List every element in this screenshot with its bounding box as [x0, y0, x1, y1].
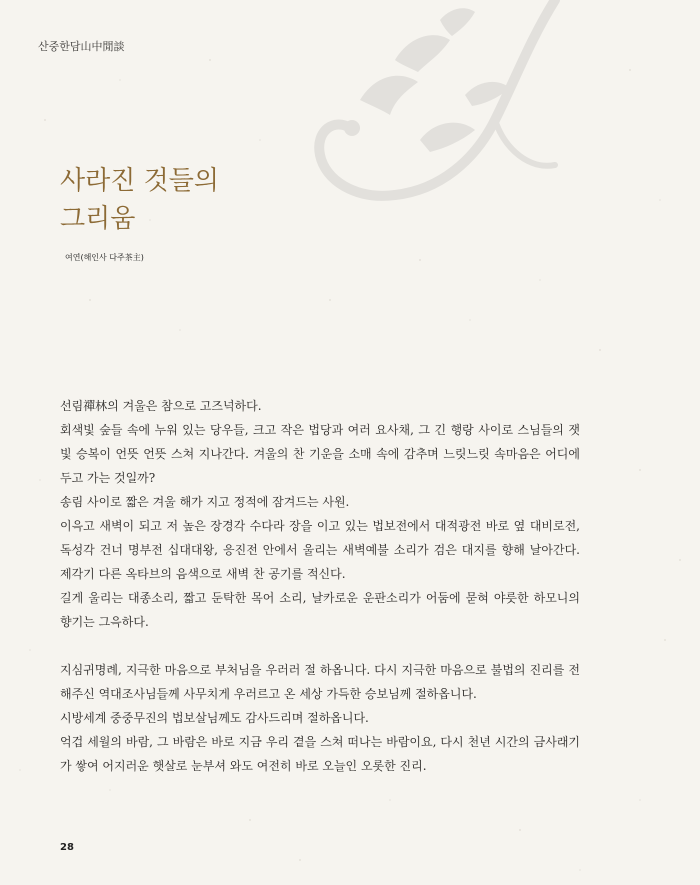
paragraph-block-1 [60, 394, 580, 634]
running-header: 산중한담山中閒談 [38, 40, 125, 53]
paragraph: 이윽고 새벽이 되고 저 높은 장경각 수다라 장을 이고 있는 법보전에서 대적광전 바로 옆 대비로전, 독성각 건너 명부전 십대대왕, 응진전 안에서 울리는 새벽예불 소리가 검은 대지를 향해 날아간다. 제각기 다른 옥타브의 음색으로 새벽 찬 공기를 적신다. [60, 519, 580, 581]
title-line-2: 그리움 [60, 204, 136, 234]
paragraph: 시방세계 중중무진의 법보살님께도 감사드리며 절하옵니다. [60, 711, 369, 725]
article-title [60, 162, 219, 238]
paragraph: 지심귀명례, 지극한 마음으로 부처님을 우러러 절 하옵니다. 다시 지극한 마음으로 불법의 진리를 전해주신 역대조사님들께 사무치게 우러르고 온 세상 가득한 승보님께 절하옵니다. [60, 663, 580, 701]
author-byline: 여연(해인사 다주茶主) [65, 253, 144, 262]
article-body [60, 394, 580, 778]
paragraph: 길게 울리는 대종소리, 짧고 둔탁한 목어 소리, 날카로운 운판소리가 어둠에 묻혀 야릇한 하모니의 향기는 그윽하다. [60, 591, 580, 629]
paragraph-block-2 [60, 658, 580, 778]
paragraph: 억겁 세월의 바람, 그 바람은 바로 지금 우리 곁을 스쳐 떠나는 바람이요, 다시 천년 시간의 금사래기가 쌓여 어지러운 햇살로 눈부셔 와도 여전히 바로 오늘인 오롯한 진리. [60, 735, 580, 773]
paragraph: 선림禪林의 겨울은 참으로 고즈넉하다. [60, 399, 262, 413]
floral-flourish-icon [300, 0, 590, 250]
title-line-1: 사라진 것들의 [60, 166, 219, 196]
paragraph: 송림 사이로 짧은 겨울 해가 지고 정적에 잠겨드는 사원. [60, 495, 350, 509]
page-number: 28 [60, 842, 74, 853]
paragraph: 회색빛 숲들 속에 누워 있는 당우들, 크고 작은 법당과 여러 요사채, 그 긴 행랑 사이로 스님들의 잿빛 승복이 언뜻 언뜻 스쳐 지나간다. 겨울의 찬 기운을 소매 속에 감추며 느릿느릿 속마음은 어디에 두고 가는 것일까? [60, 423, 580, 485]
